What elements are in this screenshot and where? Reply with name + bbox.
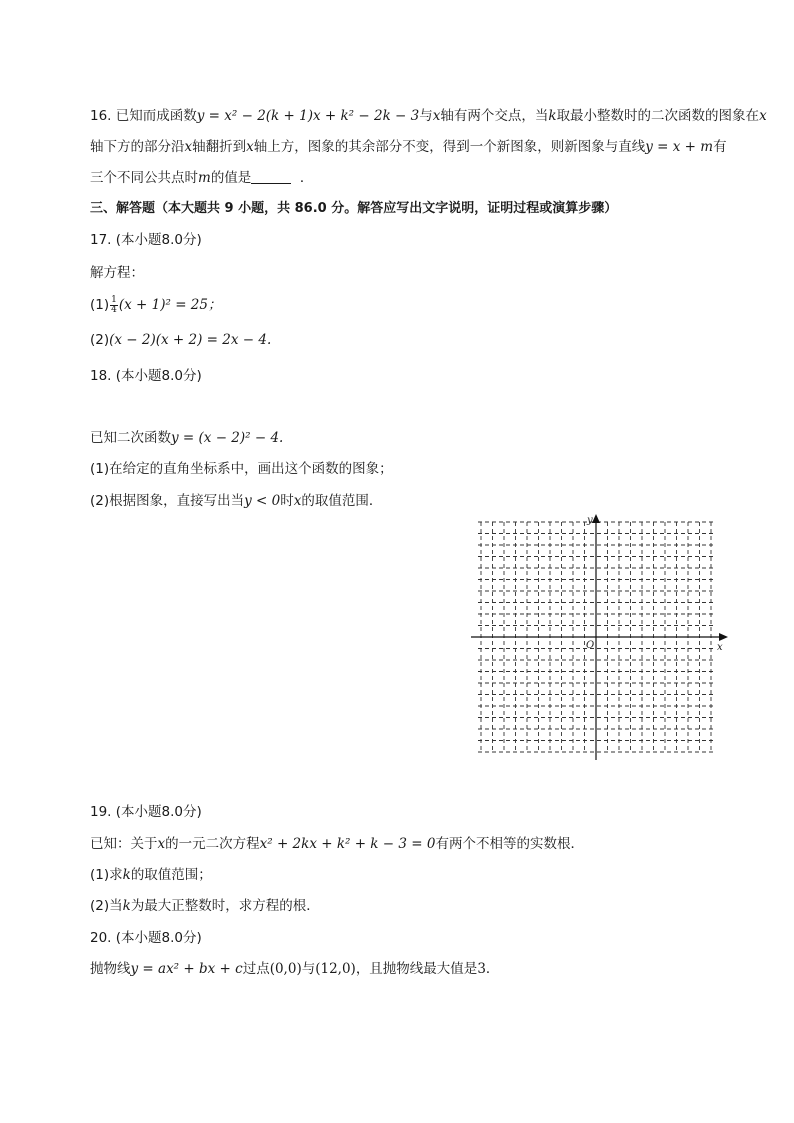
stem-text: 有两个不相等的实数根． [435,836,584,852]
stem-text: 已知二次函数 [90,430,171,446]
q16-text: 的值是 [210,170,252,186]
var-x: x [184,139,193,155]
equation: (x − 2)(x + 2) = 2x − 4. [109,332,272,348]
q16-text: 轴翻折到 [192,139,247,155]
parabola-equation: y = ax² + bx + c [130,961,243,977]
var-k: k [122,867,131,883]
var-k: k [122,898,131,914]
section-description: （本大题共 9 小题，共 86.0 分。解答应写出文字说明，证明过程或演算步骤） [155,201,618,216]
var-m: m [198,170,211,186]
stem-text: 抛物线 [90,961,131,977]
q16-text: 与 [419,108,433,124]
part-text: (1)求 [90,867,123,883]
q18-header [90,364,202,384]
x-axis-label: x [717,642,723,653]
q16-text: 轴有两个交点，当 [440,108,549,124]
q17-part-1 [90,293,221,315]
fraction [110,296,118,315]
point: (0,0) [269,961,302,977]
q18-part-1 [90,457,393,477]
equation: x² + 2kx + k² + k − 3 = 0 [259,836,436,852]
function-equation: y = (x − 2)² − 4. [171,430,284,446]
part-text: 时 [280,493,294,509]
var-x: x [293,493,302,509]
q19-stem [90,832,584,852]
var-k: k [548,108,557,124]
stem-text: 与 [301,961,316,977]
q16-text: 轴下方的部分沿 [90,139,185,155]
q17-instruction [90,261,144,281]
part-label: (1) [90,297,110,313]
part-text: 的取值范围． [301,493,383,509]
part-label: (2) [90,332,110,348]
answer-blank[interactable] [251,169,291,184]
fraction-denominator: 4 [111,304,117,315]
fraction-numerator: 1 [111,294,117,305]
q16-text: 有 [713,139,727,155]
instruction-text: 解方程： [90,265,144,281]
question-header: 18. (本小题8.0分) [90,368,202,384]
point: (12,0) [315,961,356,977]
q20-stem [90,957,499,977]
equation: (x + 1)² = 25； [118,297,222,313]
var-x: x [432,108,441,124]
origin-label: O [586,640,595,651]
question-header: 20. (本小题8.0分) [90,930,202,946]
part-text: 的取值范围； [130,867,212,883]
inequality: y < 0 [244,493,281,509]
section-title: 三、解答题 [90,201,156,216]
part-text: (1)在给定的直角坐标系中，画出这个函数的图象； [90,461,393,477]
question-header: 19. (本小题8.0分) [90,804,202,820]
var-x: x [157,836,166,852]
q16-text: 三个不同公共点时 [90,170,198,186]
q19-part-1 [90,863,212,883]
q18-stem [90,426,283,446]
section-3-heading [90,197,617,216]
stem-text: 的一元二次方程 [165,836,260,852]
q20-header [90,926,202,946]
q16-text: 取最小整数时的二次函数的图象在 [556,108,760,124]
max-value: 3 [477,961,486,977]
q17-part-2 [90,332,271,348]
var-x: x [246,139,254,155]
stem-text: ． [485,961,500,977]
q16-line-1 [90,104,767,124]
part-text: (2)当 [90,898,123,914]
q16-line-equation: y = x + m [645,139,714,155]
part-text: 为最大正整数时，求方程的根． [130,898,320,914]
q16-text: 轴上方，图象的其余部分不变，得到一个新图象，则新图象与直线 [253,139,646,155]
q16-line-3 [90,166,313,186]
part-text: (2)根据图象，直接写出当 [90,493,245,509]
q16-function-equation: y = x² − 2(k + 1)x + k² − 2k − 3 [196,108,420,124]
q16-line-2 [90,135,727,155]
y-axis-arrow [592,514,600,523]
x-axis-arrow [719,633,728,641]
q17-header [90,228,202,248]
var-x: x [759,108,767,124]
stem-text: 过点 [242,961,270,977]
q19-part-2 [90,894,320,914]
q18-part-2 [90,489,382,509]
q16-text: 16. 已知而成函数 [90,108,197,124]
stem-text: 已知：关于 [90,836,158,852]
coordinate-grid [466,508,736,768]
q16-text: ． [299,170,314,186]
stem-text: ，且抛物线最大值是 [355,961,478,977]
q19-header [90,800,202,820]
question-header: 17. (本小题8.0分) [90,232,202,248]
y-axis-label: y [587,515,593,526]
